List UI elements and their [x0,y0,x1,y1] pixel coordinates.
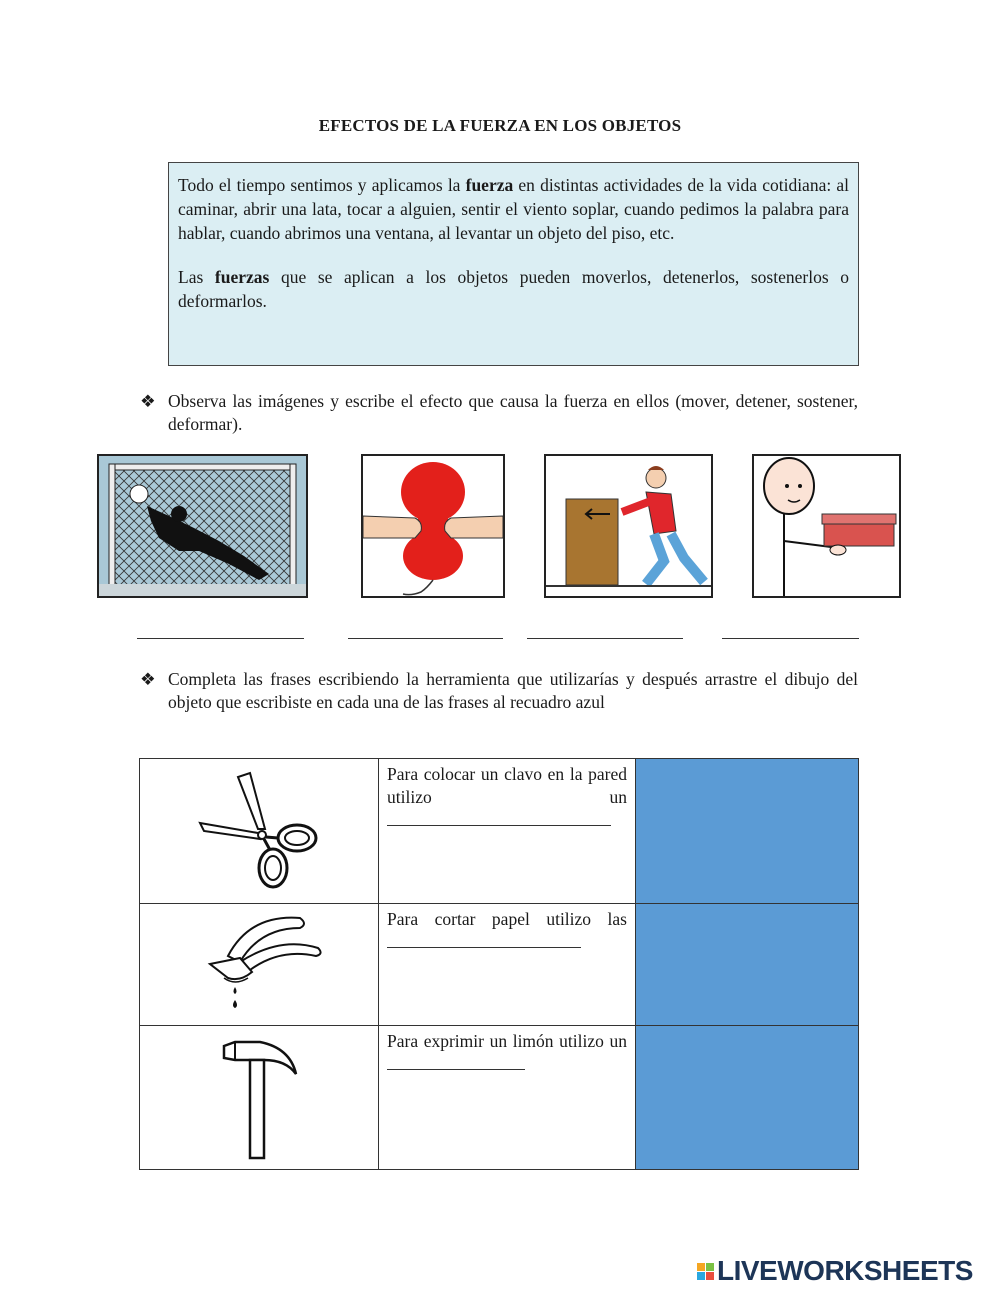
drop-zone[interactable] [636,904,859,1026]
sentence-cell: Para exprimir un limón utilizo un [379,1026,636,1170]
drop-zone[interactable] [636,1026,859,1170]
answer-blank[interactable] [387,1053,525,1070]
balloon-picture [361,454,505,598]
answer-line-2[interactable] [348,638,503,639]
hammer-icon[interactable] [140,1026,378,1164]
answer-blank[interactable] [387,809,611,826]
table-row [140,904,859,1026]
answer-blank[interactable] [387,931,581,948]
scissors-cell[interactable] [140,759,379,904]
intro-box [168,162,859,366]
tools-table [139,758,859,1170]
goalkeeper-picture [97,454,308,598]
liveworksheets-logo[interactable]: LIVEWORKSHEETS [697,1255,973,1287]
intro-paragraph-1: Todo el tiempo sentimos y aplicamos la fuerza en distintas actividades de la vida cotidiana: al caminar, abrir una lata, tocar a alguien, sentir el viento soplar, cuando pedimos la palabra para hablar, cuando abrimos una ventana, al levantar un objeto del piso, etc. [178,175,849,243]
drop-zone[interactable] [636,759,859,904]
pushing-box-picture [544,454,713,598]
lemon-squeezer-cell[interactable] [140,904,379,1026]
sentence-cell: Para colocar un clavo en la pared utilizo un [379,759,636,904]
table-row [140,1026,859,1170]
instruction-1: ❖ Observa las imágenes y escribe el efecto que causa la fuerza en ellos (mover, detener, sostener, deformar). [140,391,858,434]
worksheet-title: EFECTOS DE LA FUERZA EN LOS OBJETOS [318,116,682,135]
bullet-icon: ❖ [140,391,156,411]
sentence-cell: Para cortar papel utilizo las [379,904,636,1026]
answer-line-4[interactable] [722,638,859,639]
bullet-icon: ❖ [140,669,156,689]
lemon-squeezer-icon[interactable] [140,904,378,1020]
table-row [140,759,859,904]
logo-icon [697,1263,714,1280]
intro-paragraph-2: Las fuerzas que se aplican a los objetos pueden moverlos, detenerlos, sostenerlos o deformarlos. [178,267,849,311]
answer-line-1[interactable] [137,638,304,639]
scissors-icon[interactable] [140,759,378,898]
answer-line-3[interactable] [527,638,683,639]
hammer-cell[interactable] [140,1026,379,1170]
holding-box-picture [752,454,901,598]
instruction-2: ❖ Completa las frases escribiendo la herramienta que utilizarías y después arrastre el dibujo del objeto que escribiste en cada una de las frases al recuadro azul [140,669,858,712]
